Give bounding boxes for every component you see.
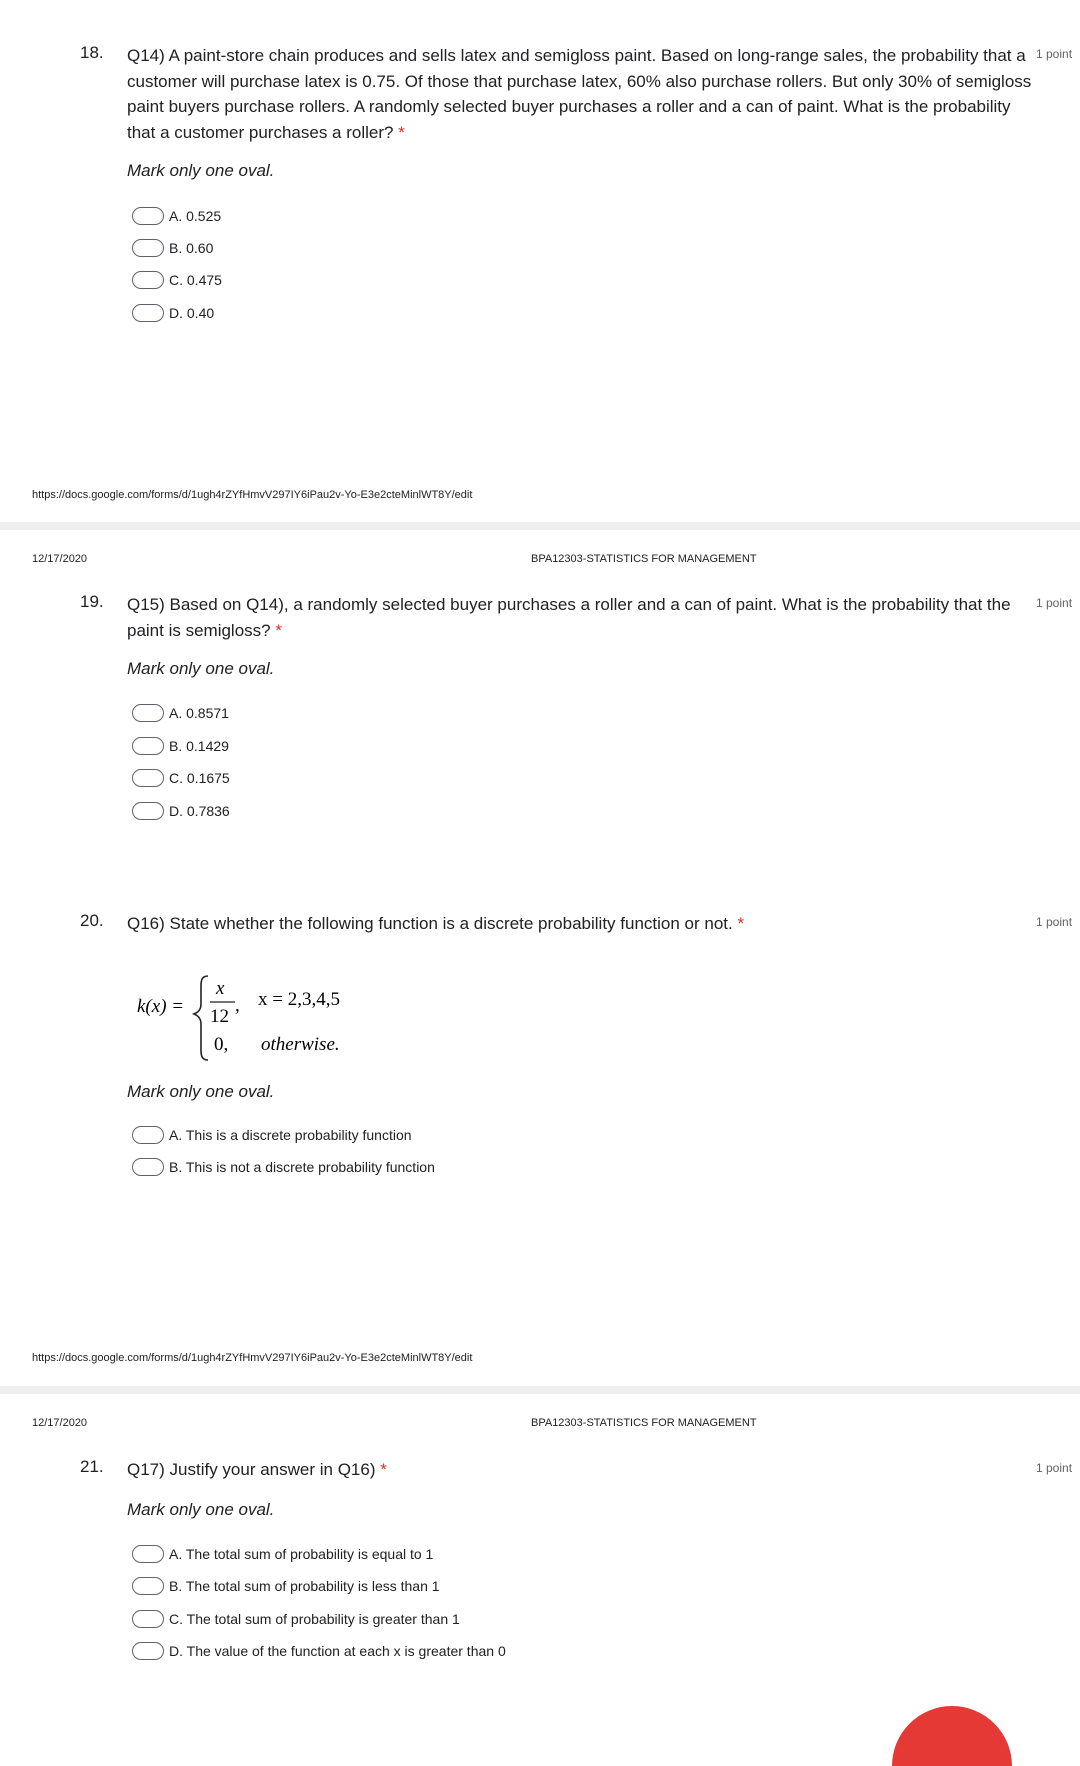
header-date: 12/17/2020: [32, 553, 88, 565]
question-text: Q15) Based on Q14), a randomly selected buyer purchases a roller and a can of paint. What is the probability that the paint is semigloss? *: [127, 595, 1011, 640]
radio-oval[interactable]: [132, 1642, 164, 1660]
question-points: 1 point: [1036, 47, 1073, 61]
footer-url: https://docs.google.com/forms/d/1ugh4rZYfHmvV297IY6iPau2v-Yo-E3e2cteMinlWT8Y/edit: [32, 1352, 473, 1364]
option-a[interactable]: A. The total sum of probability is equal to 1: [132, 1543, 433, 1565]
radio-oval[interactable]: [132, 304, 164, 322]
radio-oval[interactable]: [132, 1126, 164, 1144]
option-c[interactable]: C. 0.1675: [132, 767, 230, 789]
question-points: 1 point: [1036, 1461, 1073, 1475]
formula-comma: ,: [235, 995, 240, 1016]
option-b[interactable]: B. 0.60: [132, 237, 213, 259]
radio-oval[interactable]: [132, 271, 164, 289]
required-asterisk: *: [275, 620, 282, 640]
radio-oval[interactable]: [132, 1545, 164, 1563]
question-points: 1 point: [1036, 915, 1073, 929]
formula-lhs: k(x) =: [137, 996, 185, 1017]
option-d[interactable]: D. 0.7836: [132, 800, 230, 822]
page-separator: [0, 1386, 1080, 1394]
header-title: BPA12303-STATISTICS FOR MANAGEMENT: [531, 553, 757, 565]
floating-action-button[interactable]: [892, 1706, 1012, 1766]
radio-oval[interactable]: [132, 207, 164, 225]
question-number: 19.: [80, 592, 104, 611]
formula-case2-val: 0,: [214, 1034, 229, 1055]
question-text: Q17) Justify your answer in Q16) *: [127, 1460, 387, 1479]
formula-denominator: 12: [210, 1006, 229, 1027]
formula-case2-cond: otherwise.: [261, 1034, 340, 1055]
required-asterisk: *: [737, 914, 745, 933]
formula-numerator: x: [216, 978, 225, 999]
formula-svg: [130, 966, 370, 1066]
radio-oval[interactable]: [132, 1577, 164, 1595]
question-text: Q16) State whether the following function is a discrete probability function or not. *: [127, 914, 745, 933]
option-d[interactable]: D. 0.40: [132, 302, 214, 324]
mark-hint: Mark only one oval.: [127, 1500, 275, 1519]
option-a[interactable]: A. 0.525: [132, 205, 221, 227]
option-d[interactable]: D. The value of the function at each x is greater than 0: [132, 1640, 506, 1662]
option-a[interactable]: A. This is a discrete probability function: [132, 1124, 412, 1146]
radio-oval[interactable]: [132, 704, 164, 722]
formula-case1-cond: x = 2,3,4,5: [258, 989, 340, 1010]
header-date: 12/17/2020: [32, 1417, 88, 1429]
question-text: Q14) A paint-store chain produces and sells latex and semigloss paint. Based on long-range sales, the probability that a customer will purchase latex is 0.75. Of those that purchase latex, 60% also purchase rollers. But only 30% of semigloss paint buyers purchase rollers. A randomly selected buyer purchases a roller and a can of paint. What is the probability that a customer purchases a roller? *: [127, 46, 1032, 142]
question-points: 1 point: [1036, 596, 1073, 610]
mark-hint: Mark only one oval.: [127, 1082, 275, 1101]
radio-oval[interactable]: [132, 1158, 164, 1176]
required-asterisk: *: [398, 122, 405, 142]
radio-oval[interactable]: [132, 737, 164, 755]
question-number: 21.: [80, 1457, 104, 1476]
question-number: 18.: [80, 43, 104, 62]
option-b[interactable]: B. This is not a discrete probability function: [132, 1156, 435, 1178]
page-separator: [0, 522, 1080, 530]
question-number: 20.: [80, 911, 104, 930]
option-c[interactable]: C. The total sum of probability is greater than 1: [132, 1608, 460, 1630]
radio-oval[interactable]: [132, 802, 164, 820]
option-a[interactable]: A. 0.8571: [132, 702, 229, 724]
footer-url: https://docs.google.com/forms/d/1ugh4rZYfHmvV297IY6iPau2v-Yo-E3e2cteMinlWT8Y/edit: [32, 489, 473, 501]
option-b[interactable]: B. The total sum of probability is less than 1: [132, 1575, 440, 1597]
radio-oval[interactable]: [132, 769, 164, 787]
option-b[interactable]: B. 0.1429: [132, 735, 229, 757]
option-c[interactable]: C. 0.475: [132, 269, 222, 291]
header-title: BPA12303-STATISTICS FOR MANAGEMENT: [531, 1417, 757, 1429]
mark-hint: Mark only one oval.: [127, 161, 275, 180]
left-brace: [194, 976, 208, 1060]
mark-hint: Mark only one oval.: [127, 659, 275, 678]
radio-oval[interactable]: [132, 1610, 164, 1628]
required-asterisk: *: [380, 1460, 387, 1479]
radio-oval[interactable]: [132, 239, 164, 257]
function-formula: [130, 966, 370, 1066]
